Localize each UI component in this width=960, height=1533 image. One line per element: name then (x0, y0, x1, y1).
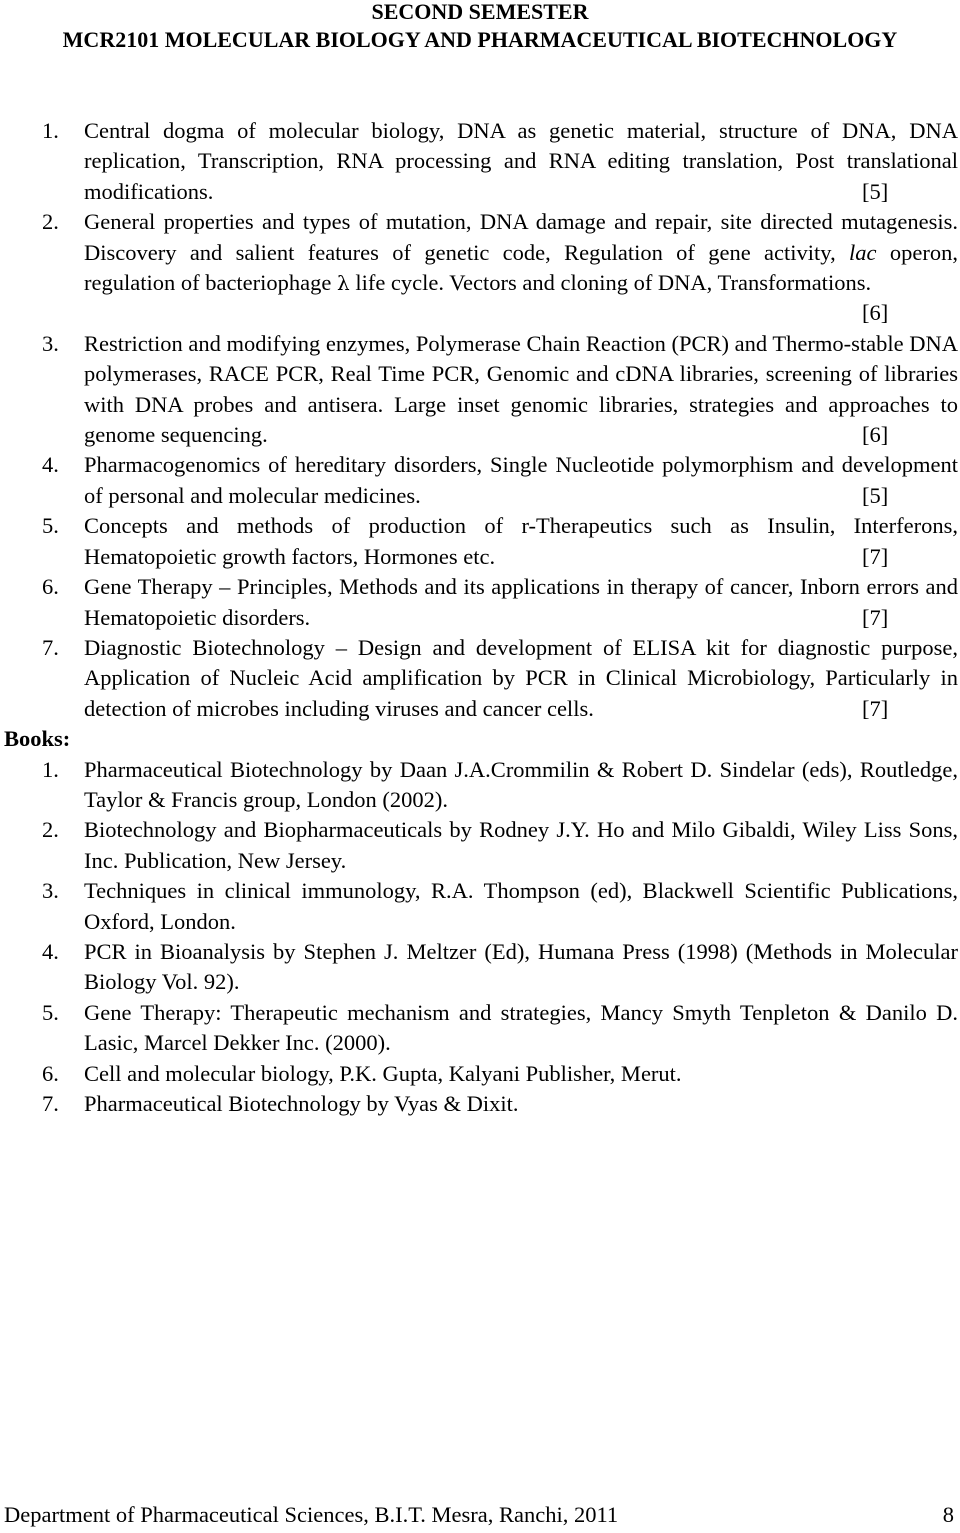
lambda-symbol: λ (337, 271, 350, 296)
item-marks: [7] (862, 695, 889, 721)
book-number: 1. (42, 756, 59, 782)
item-number: 5. (42, 513, 59, 539)
book-number: 3. (42, 878, 59, 904)
item-text (84, 116, 960, 207)
book-citation: Biotechnology and Biopharmaceuticals by Rodney J.Y. Ho and Milo Gibaldi, Wiley Liss Sons, Inc. Publication, New Jersey. (84, 817, 958, 873)
syllabus-item-5 (0, 511, 960, 572)
book-item-4 (0, 937, 960, 998)
item-marks: [7] (862, 604, 889, 630)
item-number: 4. (42, 452, 59, 478)
syllabus-item-6 (0, 572, 960, 633)
item-text-part-c: life cycle. Vectors and cloning of DNA, Transformations. (349, 270, 872, 296)
syllabus-item-7 (0, 633, 960, 724)
book-item-5 (0, 998, 960, 1059)
book-number: 4. (42, 938, 59, 964)
item-text (84, 207, 960, 329)
item-marks: [5] (862, 178, 889, 204)
book-number: 5. (42, 999, 59, 1025)
book-citation: Pharmaceutical Biotechnology by Vyas & Dixit. (84, 1090, 519, 1116)
item-text-italic: lac (849, 239, 877, 265)
item-text (84, 572, 960, 633)
books-section (0, 724, 960, 1119)
syllabus-content (0, 116, 960, 1119)
syllabus-item-1 (0, 116, 960, 207)
page-header (0, 0, 960, 56)
item-text-body: Pharmacogenomics of hereditary disorders, Single Nucleotide polymorphism and development of personal and molecular medicines. (84, 452, 958, 508)
book-citation: Cell and molecular biology, P.K. Gupta, Kalyani Publisher, Merut. (84, 1060, 682, 1086)
item-number: 7. (42, 634, 59, 660)
book-item-2 (0, 815, 960, 876)
book-citation: Gene Therapy: Therapeutic mechanism and strategies, Mancy Smyth Tenpleton & Danilo D. Lasic, Marcel Dekker Inc. (2000). (84, 999, 958, 1056)
item-text-body: Concepts and methods of production of r-Therapeutics such as Insulin, Interferons, Hematopoietic growth factors, Hormones etc. (84, 513, 958, 569)
item-text-body: Central dogma of molecular biology, DNA as genetic material, structure of DNA, DNA replication, Transcription, RNA processing and RNA editing translation, Post translational modifications. (84, 118, 958, 204)
books-heading: Books: (4, 726, 71, 752)
syllabus-item-4 (0, 450, 960, 511)
book-citation: Pharmaceutical Biotechnology by Daan J.A.Crommilin & Robert D. Sindelar (eds), Routledge, Taylor & Francis group, London (2002). (84, 756, 958, 812)
book-item-7 (0, 1089, 960, 1119)
syllabus-item-3 (0, 329, 960, 451)
item-text-body: Restriction and modifying enzymes, Polymerase Chain Reaction (PCR) and Thermo-stable DNA polymerases, RACE PCR, Real Time PCR, Genomic and cDNA libraries, screening of libraries with DNA probes and antisera. Large inset genomic libraries, strategies and approaches to genome sequencing. (84, 330, 958, 448)
semester-title: SECOND SEMESTER (371, 0, 589, 24)
book-citation: Techniques in clinical immunology, R.A. Thompson (ed), Blackwell Scientific Publications, Oxford, London. (84, 878, 958, 934)
book-citation: PCR in Bioanalysis by Stephen J. Meltzer (Ed), Humana Press (1998) (Methods in Molecular Biology Vol. 92). (84, 938, 958, 995)
page-number: 8 (942, 1502, 954, 1527)
page-footer (4, 1500, 954, 1530)
item-text-body: Diagnostic Biotechnology – Design and development of ELISA kit for diagnostic purpose, Application of Nucleic Acid amplification by PCR in Clinical Microbiology, Particularly in detection of microbes including viruses and cancer cells. (84, 634, 958, 721)
item-text (84, 450, 960, 511)
book-item-3 (0, 876, 960, 937)
book-item-6 (0, 1059, 960, 1089)
book-number: 6. (42, 1060, 59, 1086)
item-marks: [6] (862, 422, 889, 448)
course-title: MCR2101 MOLECULAR BIOLOGY AND PHARMACEUTICAL BIOTECHNOLOGY (62, 27, 898, 52)
item-text (84, 511, 960, 572)
item-number: 1. (42, 118, 59, 143)
item-text-part-a: General properties and types of mutation, DNA damage and repair, site directed mutagenesis. Discovery and salient features of genetic code, Regulation of gene activity, (84, 209, 958, 265)
item-marks: [7] (862, 543, 889, 569)
item-marks: [5] (862, 482, 889, 508)
book-number: 7. (42, 1090, 59, 1116)
item-text-body: Gene Therapy – Principles, Methods and its applications in therapy of cancer, Inborn errors and Hematopoietic disorders. (84, 574, 958, 630)
item-number: 3. (42, 330, 59, 356)
item-number: 2. (42, 209, 59, 235)
book-number: 2. (42, 817, 59, 843)
item-text (84, 329, 960, 451)
item-text (84, 633, 960, 724)
syllabus-item-2 (0, 207, 960, 329)
footer-department: Department of Pharmaceutical Sciences, B.I.T. Mesra, Ranchi, 2011 (4, 1502, 619, 1527)
item-text-part-b: operon, regulation of bacteriophage (84, 239, 958, 296)
item-marks: [6] (862, 300, 889, 326)
book-item-1 (0, 755, 960, 816)
item-number: 6. (42, 574, 59, 600)
